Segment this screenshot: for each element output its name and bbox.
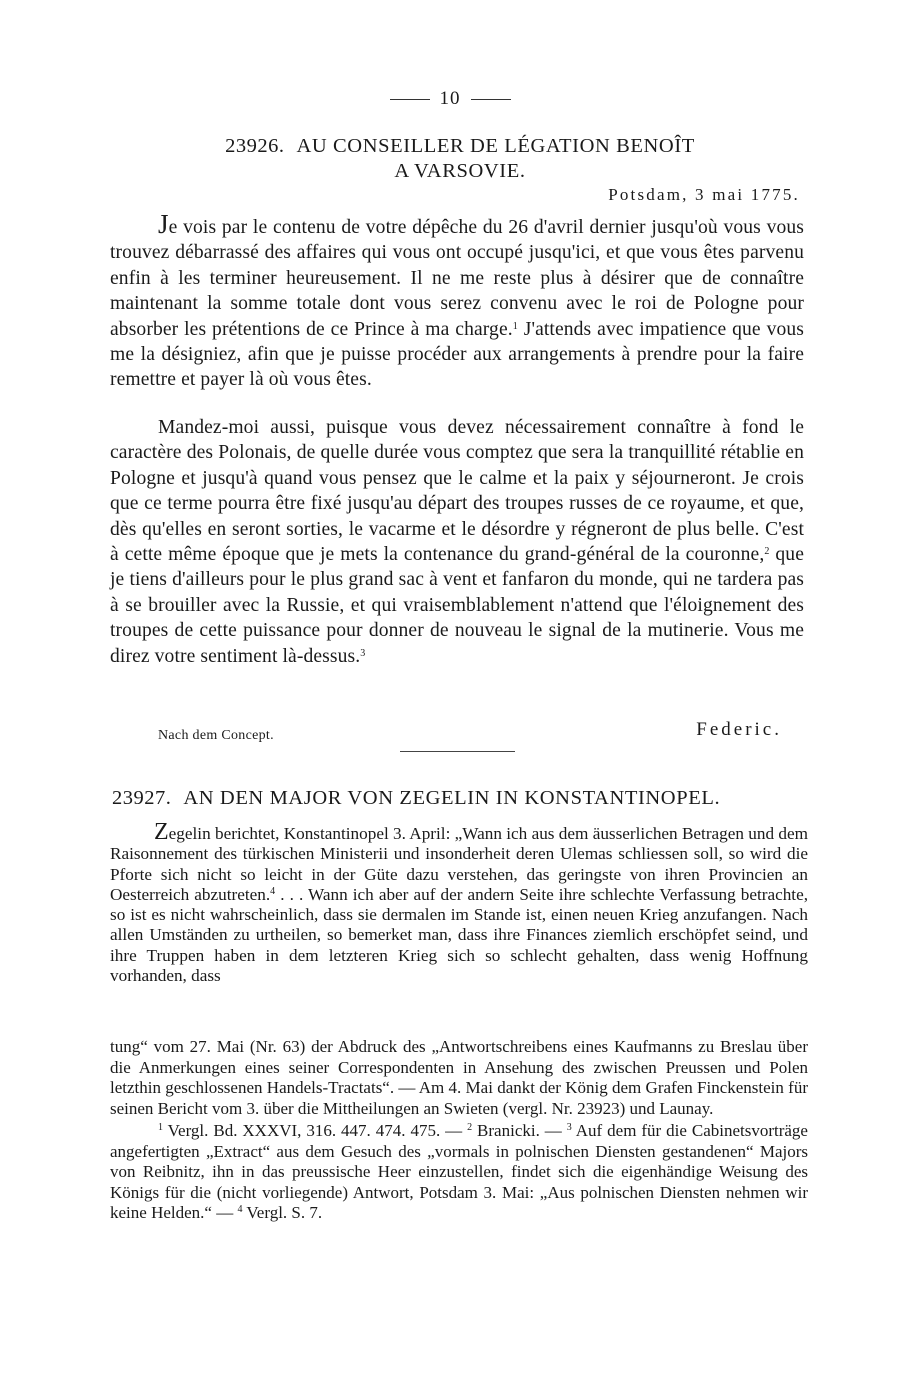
section-divider (400, 751, 515, 752)
footnote-4: Vergl. S. 7. (242, 1203, 323, 1222)
footnote-ref-4: 4 (270, 885, 276, 897)
footnote-mark-1: 1 (158, 1122, 163, 1133)
letter-heading-23926 (110, 134, 810, 184)
paragraph-text: e vois par le contenu de votre dépêche du 26 d'avril dernier jusqu'où vous vous trouvez débarrassé des affaires qui vous ont occupé jusqu'ici, et que vous êtes parvenu enfin à les terminer heureusement. Il ne me reste plus à désirer que de connaître maintenant la somme totale dont vous serez convenu avec le roi de Pologne pour absorber les prétentions de ce Prince à ma charge. (110, 217, 804, 340)
footnote-list (110, 1121, 808, 1224)
signature: Federic. (696, 719, 782, 740)
letter-title: AU CONSEILLER DE LÉGATION BENOÎT (296, 135, 695, 157)
page-number-dash-right (471, 99, 511, 100)
letter-heading-23927 (112, 786, 812, 811)
letter-paragraph-1 (110, 209, 804, 393)
paragraph-text: que je tiens d'ailleurs pour le plus grand sac à vent et fanfaron du monde, qui ne tardera pas à se brouiller avec la Russie, et qui vraisemblablement n'attend que l'éloignement des troupes de cette puissance pour donner de nouveau le signal de la mutinerie. Vous me direz votre sentiment là-dessus. (110, 544, 804, 667)
paragraph-text: . . . Wann ich aber auf der andern Seite ihre schlechte Verfassung betrachte, so ist es nicht wahrscheinlich, dass sie dermalen im Stande ist, einen neuen Krieg anzufangen. Nach allen Umständen zu urtheilen, so bemerket man, dass ihre Finances ziemlich erschöpfet seind, und ihre Truppen haben in dem letzteren Krieg sich so schlecht gehalten, dass wenig Hoffnung vorhanden, dass (110, 884, 809, 986)
page-number-text: 10 (439, 88, 461, 109)
paragraph-text: J'attends avec impatience que vous me la désigniez, afin que je puisse procéder aux arrangements à prendre pour la faire remettre et payer là où vous êtes. (110, 318, 804, 391)
footnotes (110, 1037, 808, 1224)
paragraph-text: egelin berichtet, Konstantinopel 3. April: „Wann ich aus dem äusserlichen Betragen und dem Raisonnement des türkischen Ministerii und insonderheit deren Ulemas schliessen soll, so wird die Pforte sich nicht so leicht in der Güte dazu verstehen, das geringste von ihren Provincien an Oesterreich abzutreten. (110, 824, 808, 904)
letter-number: 23927. (112, 787, 172, 809)
footnote-continuation: tung“ vom 27. Mai (Nr. 63) der Abdruck des „Antwortschreibens eines Kaufmanns zu Breslau über die Anmerkungen eines seiner Correspondenten in Ansehung des zwischen Preussen und Polen letzthin geschlossenen Handels-Tractats“. — Am 4. Mai dankt der König dem Grafen Finckenstein für seinen Bericht vom 3. über die Mittheilungen an Swieten (vergl. Nr. 23923) und Launay. (110, 1037, 808, 1118)
letter-title-line2: A VARSOVIE. (394, 160, 526, 182)
source-note: Nach dem Concept. (158, 728, 274, 743)
letter-summary-paragraph (110, 819, 809, 986)
letter-title: AN DEN MAJOR VON ZEGELIN IN KONSTANTINOPEL. (183, 787, 721, 809)
footnote-3: Auf dem für die Cabinetsvorträge angefertigten „Extract“ aus dem Gesuch des „vormals in polnischen Diensten gestandenen“ Majors von Reibnitz, ihn in das preussische Heer einzustellen, findet sich die eigenhändige Weisung des Königs für die (nicht vorliegende) Antwort, Potsdam 3. Mai: „Aus polnischen Diensten nehmen wir keine Helden.“ — (110, 1121, 808, 1222)
footnote-ref-3: 3 (360, 647, 366, 659)
page-number (0, 88, 900, 110)
footnote-mark-4: 4 (237, 1204, 243, 1215)
drop-capital: J (158, 209, 169, 239)
letter-paragraph-2 (110, 415, 804, 669)
footnote-mark-2: 2 (467, 1122, 473, 1133)
letter-heading-line1 (110, 134, 810, 159)
page-number-dash-left (390, 99, 430, 100)
footnote-2: Branicki. — (472, 1121, 567, 1140)
footnote-mark-3: 3 (566, 1122, 572, 1133)
footnote-1: Vergl. Bd. XXXVI, 316. 447. 474. 475. — (163, 1121, 468, 1140)
letter-number: 23926. (225, 135, 285, 157)
drop-capital: Z (154, 819, 169, 845)
footnote-ref-1: 1 (512, 320, 518, 332)
footnote-ref-2: 2 (764, 546, 770, 558)
letter-dateline: Potsdam, 3 mai 1775. (608, 185, 800, 204)
paragraph-text: Mandez-moi aussi, puisque vous devez nécessairement connaître à fond le caractère des Polonais, de quelle durée vous comptez que sera la tranquillité rétablie en Pologne et jusqu'à quand vous pensez que le calme et la paix y séjourneront. Je crois que ce terme pourra être fixé jusqu'au départ des troupes russes de ce royaume, et que, dès qu'elles en seront sorties, le vacarme et le désordre y régneront de plus belle. C'est à cette même époque que je mets la contenance du grand-général de la couronne, (110, 417, 804, 566)
